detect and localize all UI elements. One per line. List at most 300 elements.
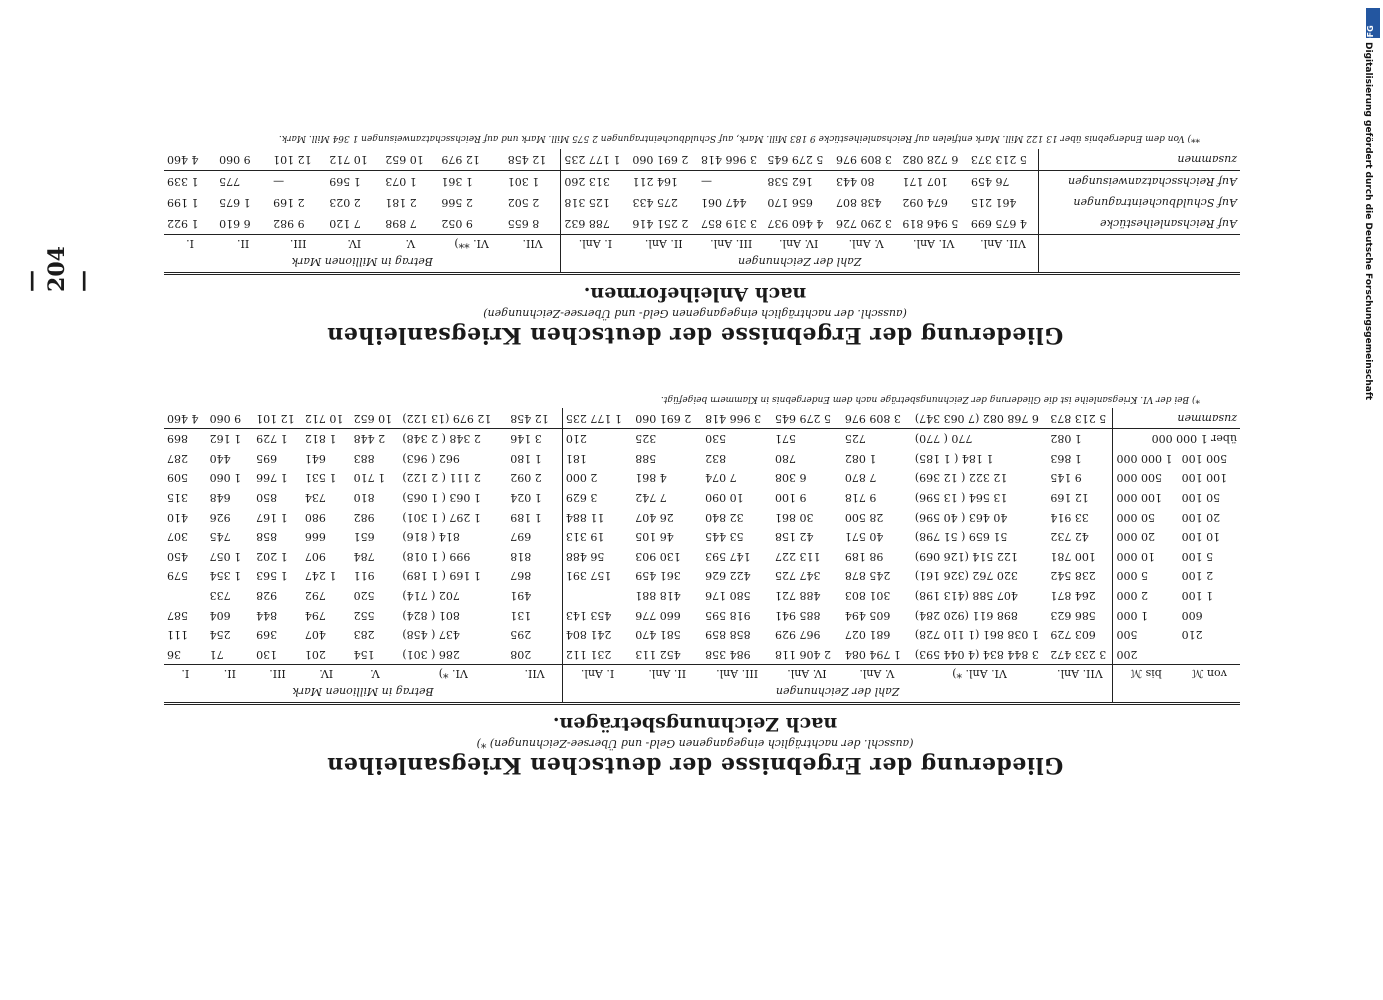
table1-cell — [562, 586, 632, 606]
table1-cell: 51 659 ( 51 798) — [914, 530, 1008, 544]
table1-cell: 12 101 — [253, 408, 302, 428]
table2-footnote: **) Von dem Endergebnis über 13 122 Mill. Mark entfielen auf Reichsanleihestücke 9 183 Mill. Mark, auf Schuldbucheintragungen 2 575 Mill. Mark und auf Reichsschatzanweisungen 1 364 Mill. Mark. — [278, 133, 1200, 143]
table1-cell: 100 000 — [1113, 488, 1179, 508]
table1-cell: 113 227 — [775, 549, 821, 563]
table1-cell: 111 — [167, 628, 188, 642]
table1-cell: 30 861 — [775, 510, 814, 524]
table1-cell: 928 — [256, 588, 278, 602]
table1-cell: 666 — [304, 530, 326, 544]
table1-cell: 4 861 — [635, 471, 667, 485]
table2-cell: 438 807 — [835, 196, 882, 209]
table2-cell: 4 675 699 — [970, 217, 1027, 230]
table1-cell: 3 844 834 (4 044 593) — [914, 647, 1039, 661]
table1-cell: 1 100 — [1181, 588, 1214, 602]
table2-cell: 2 251 416 — [632, 217, 689, 230]
table1-cell: 42 158 — [775, 530, 814, 544]
table1-cell: 2 448 — [353, 432, 386, 446]
table2-cell: 5 213 373 — [968, 149, 1039, 171]
table1-cell: 238 542 — [1050, 569, 1096, 583]
table1-cell: 1 060 — [209, 471, 242, 485]
table2-cell: 3 966 418 — [698, 149, 764, 171]
table1-cell: 491 — [510, 588, 532, 602]
table2-cell: 1 199 — [167, 196, 199, 209]
dfg-logo-text: DFG — [1366, 25, 1375, 44]
table1-cell: 452 113 — [635, 647, 681, 661]
table1-cell: 1 177 235 — [562, 408, 632, 428]
table1-cell: 130 903 — [635, 549, 681, 563]
table1-cell: 208 — [510, 647, 532, 661]
table1-cell: 858 859 — [705, 628, 751, 642]
table1-cell: 488 721 — [775, 588, 821, 602]
table1-group-range — [1113, 682, 1240, 704]
table1-cell: 1 000 — [1113, 605, 1179, 625]
table1-cell: 982 — [353, 510, 375, 524]
table1-cell: über 1 000 000 — [1151, 432, 1237, 446]
table1-row — [164, 644, 1240, 664]
table1-row — [164, 546, 1240, 566]
table1-col-header: II. — [207, 665, 254, 683]
table2-group-count: Zahl der Zeichnungen — [561, 252, 1039, 274]
table2-cell: 80 443 — [835, 175, 875, 188]
table1-cell: 500 — [1113, 625, 1179, 645]
table1-cell: 967 929 — [775, 628, 821, 642]
table2-cell: 4 460 — [164, 149, 216, 171]
table1-cell: 241 804 — [562, 625, 632, 645]
table1-cell: 320 762 (326 161) — [914, 569, 1018, 583]
table1-cell: 301 803 — [844, 588, 891, 602]
table1-col-header: V. — [351, 665, 400, 683]
table1-cell: 287 — [167, 451, 188, 465]
table1-cell: 286 ( 301) — [402, 647, 460, 661]
table1-cell: 407 — [304, 628, 326, 642]
table1-cell: 9 060 — [207, 408, 254, 428]
table1-cell: 3 966 418 — [702, 408, 772, 428]
table2-cell: 3 290 726 — [835, 217, 892, 230]
table1-col-header: IV. Anl. — [772, 665, 842, 683]
table1-cell: 1 189 — [510, 510, 542, 524]
table1-cell: 453 143 — [562, 605, 632, 625]
table1-col-header: V. Anl. — [842, 665, 912, 683]
table1-cell: 201 — [304, 647, 326, 661]
table1-cell: 810 — [353, 490, 375, 504]
table1-cell: 100 781 — [1050, 549, 1096, 563]
table1-cell: 1 082 — [844, 451, 877, 465]
table1-cell: 407 588 (413 198) — [914, 588, 1018, 602]
table2-cell: 3 809 976 — [833, 149, 899, 171]
table2-col-header: V. — [382, 235, 438, 253]
table2-cell: 2 023 — [329, 196, 361, 209]
table2-cell: Auf Schuldbucheintragungen — [1039, 192, 1240, 213]
table1-cell: 500 100 — [1181, 451, 1228, 465]
table1-cell: 154 — [353, 647, 375, 661]
table2-cell: Auf Reichsschatzanweisungen — [1039, 171, 1240, 193]
table2-cell: 275 433 — [632, 196, 678, 209]
table2-col-header: VI. Anl. — [899, 235, 968, 253]
table2-col-header: VII. Anl. — [968, 235, 1039, 253]
table1-cell: 530 — [705, 432, 727, 446]
table1-cell: 315 — [167, 490, 188, 504]
table1-cell: 1 038 861 (1 110 728) — [914, 628, 1039, 642]
table1-cell: 46 105 — [635, 530, 674, 544]
table1-cell: 984 358 — [705, 647, 751, 661]
table1-cell: 850 — [256, 490, 278, 504]
table2 — [164, 149, 1240, 275]
table1-cell: 1 180 — [510, 451, 542, 465]
table1-cell: 867 — [510, 569, 532, 583]
table1-cell: 1 202 — [256, 549, 288, 563]
table1-cell: 734 — [304, 490, 326, 504]
table1-cell: 5 213 873 — [1047, 408, 1113, 428]
table1-cell: 814 ( 816) — [402, 530, 460, 544]
table1-cell: 581 470 — [635, 628, 681, 642]
table1-cell: 733 — [209, 588, 231, 602]
table1-cell: 1 184 ( 1 185) — [914, 451, 994, 465]
table1-col-header: II. Anl. — [632, 665, 702, 683]
table1-cell: 11 884 — [562, 507, 632, 527]
table1-cell: 1 794 084 — [844, 647, 901, 661]
table1-cell: 5 279 645 — [772, 408, 842, 428]
table1-title: Gliederung der Ergebnisse der deutschen Kriegsanleihen — [326, 752, 1064, 778]
table2-col-header: VII. — [505, 235, 561, 253]
table1-cell: 12 322 ( 12 369) — [914, 471, 1008, 485]
table2-cell: 7 898 — [385, 217, 417, 230]
table1-col-header: VI. *) — [399, 665, 507, 683]
table1-section — [150, 394, 1240, 778]
table1-by: nach Zeichnungsbeträgen. — [552, 713, 838, 735]
table1-cell: 1 057 — [209, 549, 242, 563]
table2-row — [164, 213, 1240, 235]
table1-cell: 2 406 118 — [775, 647, 832, 661]
table1-cell: 1 812 — [304, 432, 337, 446]
table2-group-amount: Betrag in Millionen Mark — [164, 252, 561, 274]
table1-cell: 794 — [304, 608, 326, 622]
table1-cell: 1 297 ( 1 301) — [402, 510, 481, 524]
table1-cell: 20 100 — [1181, 510, 1221, 524]
table1-cell: 245 878 — [844, 569, 891, 583]
table1-cell: 71 — [209, 647, 224, 661]
table2-col-header: III. Anl. — [698, 235, 764, 253]
table1-cell: 579 — [167, 569, 188, 583]
table1-cell: 1 247 — [304, 569, 337, 583]
table1-cell: 347 725 — [775, 569, 821, 583]
dfg-logo — [1366, 8, 1380, 44]
table2-col-header: I. — [164, 235, 216, 253]
table1 — [164, 408, 1240, 705]
table2-col-header: III. — [270, 235, 326, 253]
table1-cell: 651 — [353, 530, 375, 544]
table1-footnote: *) Bei der VI. Kriegsanleihe ist die Gliederung der Zeichnungsbeträge nach dem Endergebnis in Klammern beigefügt. — [660, 394, 1200, 405]
table1-cell: 12 458 — [507, 408, 562, 428]
table2-subtitle: (ausschl. der nachträglich eingegangenen Geld- und Übersee-Zeichnungen) — [483, 307, 907, 320]
table1-cell: 9 145 — [1050, 471, 1082, 485]
table1-row — [164, 488, 1240, 508]
table1-cell: 695 — [256, 451, 278, 465]
table1-cell: 999 ( 1 018) — [402, 549, 471, 563]
table1-cell: 2 111 ( 2 122) — [402, 471, 481, 485]
table1-cell: 745 — [209, 530, 231, 544]
table2-cell: 2 181 — [385, 196, 417, 209]
table1-group-amount: Betrag in Millionen Mark — [164, 682, 562, 704]
table1-cell: 440 — [209, 451, 231, 465]
digitization-credit: Digitalisierung gefördert durch die Deutsche Forschungsgemeinschaft — [1363, 42, 1373, 401]
table2-cell: 6 728 082 — [899, 149, 968, 171]
table2-cell: 164 211 — [632, 175, 678, 188]
table2-cell: 5 279 645 — [764, 149, 833, 171]
table1-cell: 780 — [775, 451, 797, 465]
table1-col-header: bis ℳ — [1113, 665, 1179, 683]
table1-cell: 883 — [353, 451, 375, 465]
table1-cell: 832 — [705, 451, 727, 465]
table1-cell: 500 000 — [1113, 468, 1179, 488]
table1-row — [164, 527, 1240, 547]
table1-cell: 130 — [256, 647, 278, 661]
table1-cell: 10 000 — [1113, 546, 1179, 566]
table1-cell: 2 100 — [1181, 569, 1214, 583]
table1-cell: 1 024 — [510, 490, 542, 504]
table1-cell: 571 — [775, 432, 797, 446]
table1-cell: 702 ( 714) — [402, 588, 460, 602]
table1-cell: 4 460 — [164, 408, 207, 428]
table2-cell: 162 538 — [767, 175, 813, 188]
table2-col-header: II. — [216, 235, 270, 253]
table1-cell: 697 — [510, 530, 532, 544]
table1-cell: 7 074 — [705, 471, 737, 485]
table1-cell: 5 000 — [1113, 566, 1179, 586]
table2-cell: 1 339 — [167, 175, 199, 188]
table1-cell: 33 914 — [1050, 510, 1089, 524]
table1-group-count: Zahl der Zeichnungen — [562, 682, 1113, 704]
table1-cell: 131 — [510, 608, 532, 622]
page-number: — 204 — — [18, 246, 97, 292]
table2-cell: 1 569 — [329, 175, 361, 188]
table1-cell: 1 563 — [256, 569, 288, 583]
table2-col-header: V. Anl. — [833, 235, 899, 253]
table2-cell: 7 120 — [329, 217, 361, 230]
table1-cell: 962 ( 963) — [402, 451, 460, 465]
table1-col-header: VI. Anl. *) — [912, 665, 1048, 683]
table2-cell: 2 566 — [441, 196, 473, 209]
table1-cell: 2 000 — [1113, 586, 1179, 606]
table1-row — [164, 605, 1240, 625]
table1-cell: 283 — [353, 628, 375, 642]
table1-cell: 792 — [304, 588, 326, 602]
table2-section — [150, 133, 1240, 348]
table2-cell: 12 458 — [505, 149, 561, 171]
table1-row — [164, 586, 1240, 606]
table1-cell: 818 — [510, 549, 532, 563]
table1-cell — [1179, 644, 1240, 664]
table1-col-header: III. — [253, 665, 302, 683]
table1-cell: 907 — [304, 549, 326, 563]
table1-cell: 9 718 — [844, 490, 877, 504]
table2-cell: 1 675 — [219, 196, 251, 209]
table1-cell: 509 — [167, 471, 188, 485]
table1-cell: 605 494 — [844, 608, 891, 622]
table1-cell: 858 — [256, 530, 278, 544]
table2-cell: — — [273, 175, 285, 188]
table1-subtitle: (ausschl. der nachträglich eingegangenen Geld- und Übersee-Zeichnungen) *) — [476, 737, 914, 750]
table1-cell: 361 459 — [635, 569, 681, 583]
table1-total-row — [164, 408, 1240, 428]
table1-cell: 911 — [353, 569, 375, 583]
table1-cell: 181 — [562, 448, 632, 468]
table1-cell: 980 — [304, 510, 326, 524]
table1-cell: 254 — [209, 628, 231, 642]
table2-row — [164, 171, 1240, 193]
table1-cell: 600 — [1181, 608, 1203, 622]
table2-cell: 3 319 857 — [700, 217, 757, 230]
table1-col-header: IV. — [302, 665, 351, 683]
table1-cell: 369 — [256, 628, 278, 642]
table2-cell: 9 060 — [216, 149, 270, 171]
table1-cell: 918 595 — [705, 608, 751, 622]
table1-cell: 295 — [510, 628, 532, 642]
table1-cell: 725 — [844, 432, 866, 446]
table1-cell: 681 027 — [844, 628, 891, 642]
rotated-sheet — [18, 88, 1240, 778]
table1-cell: 122 514 (126 069) — [914, 549, 1018, 563]
table1-cell: 50 000 — [1113, 507, 1179, 527]
table1-cell: 1 710 — [353, 471, 386, 485]
table1-cell: 147 593 — [705, 549, 751, 563]
table1-cell: 3 233 472 — [1050, 647, 1107, 661]
table1-cell: 264 871 — [1050, 588, 1096, 602]
table1-cell: 40 571 — [844, 530, 884, 544]
table2-col-header: VI. **) — [438, 235, 504, 253]
table1-cell: 784 — [353, 549, 375, 563]
table1-cell: 200 — [1113, 644, 1179, 664]
table2-col-header — [1039, 235, 1240, 253]
table1-cell: 1 354 — [209, 569, 242, 583]
table1-cell: 3 146 — [510, 432, 542, 446]
table1-col-header: III. Anl. — [702, 665, 772, 683]
table1-cell: 157 391 — [562, 566, 632, 586]
table2-cell: 775 — [219, 175, 241, 188]
table1-cell: 6 768 082 (7 063 347) — [912, 408, 1048, 428]
table2-cell: 125 318 — [561, 192, 630, 213]
table1-cell: 418 881 — [635, 588, 681, 602]
table1-cell: 885 941 — [775, 608, 821, 622]
table1-cell: 604 — [209, 608, 231, 622]
table1-cell: 587 — [167, 608, 188, 622]
table1-row — [164, 468, 1240, 488]
table1-cell: 2 000 — [562, 468, 632, 488]
table1-cell: 12 169 — [1050, 490, 1089, 504]
table1-cell: 100 100 — [1181, 471, 1228, 485]
table2-row — [164, 192, 1240, 213]
table2-cell: 10 652 — [382, 149, 438, 171]
table2-cell: 8 655 — [507, 217, 540, 230]
table1-cell: 1 766 — [256, 471, 288, 485]
table2-total-row — [164, 149, 1240, 171]
table1-row — [164, 428, 1240, 448]
table1-cell: 2 691 060 — [632, 408, 702, 428]
table2-cell: 10 712 — [326, 149, 382, 171]
table2-col-header: IV. Anl. — [764, 235, 833, 253]
table2-cell: 461 215 — [970, 196, 1017, 209]
table1-cell: 660 776 — [635, 608, 681, 622]
table1-cell: 307 — [167, 530, 188, 544]
table1-cell: 552 — [353, 608, 375, 622]
table2-cell: 12 979 — [438, 149, 504, 171]
table2-cell: 76 459 — [970, 175, 1010, 188]
table1-cell: 3 629 — [562, 488, 632, 508]
table1-cell: 641 — [304, 451, 326, 465]
table2-cell: 656 170 — [767, 196, 813, 209]
table2-cell: 5 946 819 — [902, 217, 959, 230]
table1-cell: 53 445 — [705, 530, 744, 544]
table2-by: nach Anleiheformen. — [583, 283, 807, 305]
table1-cell: 1 162 — [209, 432, 242, 446]
table1-cell: 586 623 — [1050, 608, 1096, 622]
table1-row — [164, 448, 1240, 468]
table2-col-header: I. Anl. — [561, 235, 630, 253]
table1-col-header: I. Anl. — [562, 665, 632, 683]
table2-cell: — — [700, 175, 712, 188]
table1-cell: 926 — [209, 510, 231, 524]
table1-cell: 520 — [353, 588, 375, 602]
table1-cell: 10 712 — [302, 408, 351, 428]
table2-cell: 2 691 060 — [629, 149, 698, 171]
table1-cell: 231 112 — [562, 644, 632, 664]
table2-cell: 12 101 — [270, 149, 326, 171]
table2-cell: 2 502 — [507, 196, 540, 209]
table1-cell: 56 488 — [562, 546, 632, 566]
table2-cell: 1 177 235 — [561, 149, 630, 171]
table1-col-header: I. — [164, 665, 207, 683]
table1-cell: 898 611 (920 284) — [914, 608, 1018, 622]
table2-cell: 9 982 — [273, 217, 305, 230]
table1-cell: 210 — [562, 428, 632, 448]
table2-cell: 674 092 — [902, 196, 948, 209]
table1-cell: 770 ( 770) — [914, 432, 973, 446]
table1-cell: 7 870 — [844, 471, 877, 485]
table1-cell: 844 — [256, 608, 278, 622]
table1-cell: 98 189 — [844, 549, 884, 563]
table1-cell: 50 100 — [1181, 490, 1221, 504]
table1-cell: 28 500 — [844, 510, 884, 524]
table1-row — [164, 625, 1240, 645]
table1-cell: 1 729 — [256, 432, 288, 446]
table1-cell: 1 000 000 — [1113, 448, 1179, 468]
table1-cell: 40 463 ( 40 596) — [914, 510, 1008, 524]
table2-cell: 1 922 — [167, 217, 199, 230]
table1-cell: 1 167 — [256, 510, 288, 524]
table1-cell: 2 348 ( 2 348) — [402, 432, 481, 446]
table1-cell: zusammen — [1179, 408, 1240, 428]
table1-cell: 437 ( 458) — [402, 628, 460, 642]
table1-cell: 10 652 — [351, 408, 400, 428]
table2-cell: 9 052 — [441, 217, 473, 230]
table2-cell: 6 610 — [219, 217, 251, 230]
table2-cell: 4 460 937 — [767, 217, 824, 230]
table1-cell — [164, 586, 207, 606]
table1-cell: 1 063 ( 1 065) — [402, 490, 481, 504]
table1-cell: 9 100 — [775, 490, 807, 504]
table1-cell: 410 — [167, 510, 188, 524]
table1-cell: 26 407 — [635, 510, 674, 524]
table2-col-header: IV. — [326, 235, 382, 253]
table1-cell — [1113, 408, 1179, 428]
table1-cell: 588 — [635, 451, 657, 465]
table1-cell: 648 — [209, 490, 231, 504]
table2-cell: zusammen — [1039, 149, 1240, 171]
table1-col-header: von ℳ — [1179, 665, 1240, 683]
table1-cell: 32 840 — [705, 510, 744, 524]
table1-cell: 1 531 — [304, 471, 337, 485]
table1-row — [164, 566, 1240, 586]
table2-cell: 447 061 — [700, 196, 747, 209]
